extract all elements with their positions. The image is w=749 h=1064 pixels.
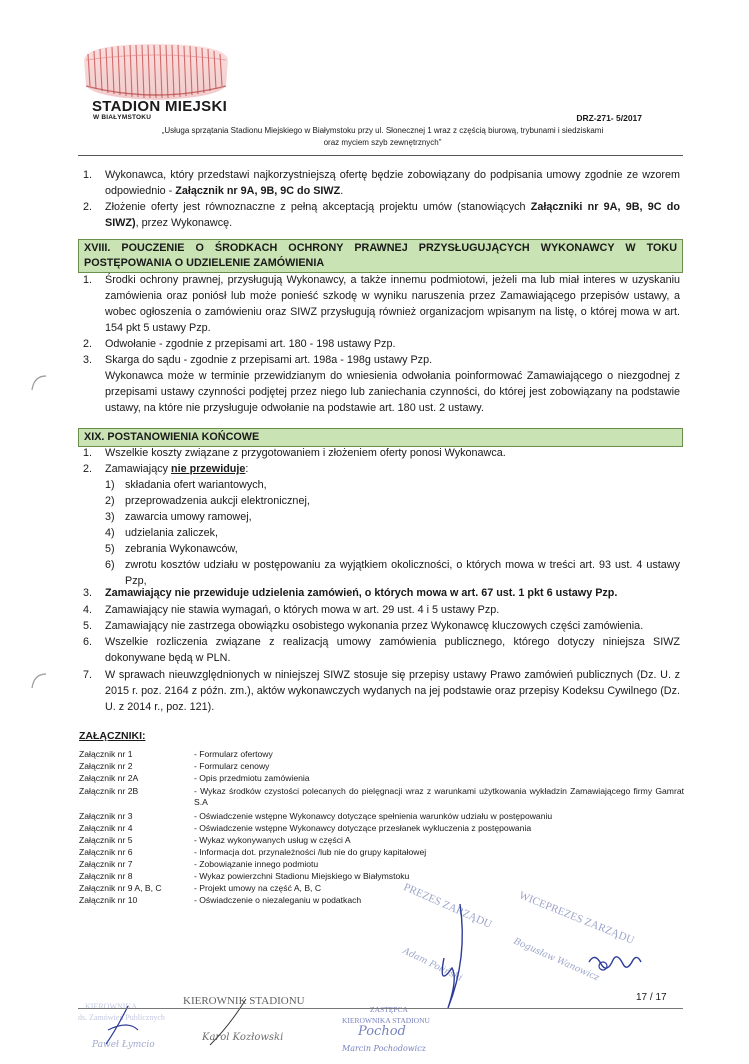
section19-subitem: zwrotu kosztów udziału w postępowaniu za wyjątkiem okoliczności, o których mowa w treści art. 93 ust. 4 ustawy Pzp,: [125, 559, 680, 587]
list-number: 1.: [83, 447, 93, 459]
attachment-desc: - Opis przedmiotu zamówienia: [194, 773, 310, 783]
sublist-number: 1): [105, 479, 115, 491]
list-number: 2.: [83, 463, 93, 475]
intro-item-bold: Załączniki nr 9A, 9B, 9C do SIWZ): [105, 201, 680, 229]
page-number: 17 / 17: [636, 992, 667, 1003]
signature-prezes: [418, 898, 488, 1018]
stamp-left-title: KIEROWNIKA: [85, 1002, 137, 1011]
list-number: 1.: [83, 169, 93, 181]
document-reference: DRZ-271- 5/2017: [576, 113, 642, 123]
section19-subitem: przeprowadzenia aukcji elektronicznej,: [125, 495, 310, 507]
list-number: 7.: [83, 669, 93, 681]
sublist-number: 6): [105, 559, 115, 571]
subject-line-1: „Usługa sprzątania Stadionu Miejskiego w Białymstoku przy ul. Słonecznej 1 wraz z częścią biurową, trybunami i siedziskami: [161, 126, 604, 135]
attachment-label: Załącznik nr 3: [79, 811, 133, 821]
sublist-number: 2): [105, 495, 115, 507]
attachment-label: Załącznik nr 5: [79, 835, 133, 845]
section19-item-2: [105, 461, 680, 477]
section19-item-1: Wszelkie koszty związane z przygotowaniem i złożeniem oferty ponosi Wykonawca.: [105, 447, 506, 459]
list-number: 4.: [83, 604, 93, 616]
stamp-wiceprezes-name: Bogusław Wanowicz: [511, 936, 601, 984]
attachment-label: Załącznik nr 10: [79, 895, 138, 905]
list-number: 2.: [83, 201, 93, 213]
sublist-number: 5): [105, 543, 115, 555]
logo-city: W BIAŁYMSTOKU: [93, 114, 152, 121]
attachment-label: Załącznik nr 2B: [79, 786, 139, 796]
intro-item-text: Złożenie oferty jest równoznaczne z pełną akceptacją projektu umów (stanowiących: [105, 201, 531, 213]
signature-center: [200, 995, 260, 1050]
sublist-number: 4): [105, 527, 115, 539]
stamp-center-name: Karol Kozłowski: [202, 1032, 284, 1043]
attachment-desc: - Oświadczenie wstępne Wykonawcy dotyczące spełnienia warunków udziału w postępowaniu: [194, 811, 553, 821]
attachments-title: ZAŁĄCZNIKI:: [79, 730, 146, 742]
item-text: Zamawiający: [105, 463, 171, 475]
intro-item-2: [105, 199, 680, 231]
footer-divider: [78, 1008, 683, 1009]
section-heading-xviii: XVIII. POUCZENIE O ŚRODKACH OCHRONY PRAWNEJ PRZYSŁUGUJĄCYCH WYKONAWCY W TOKU POSTĘPOWANIA O UDZIELENIE ZAMÓWIENIA: [78, 239, 683, 273]
logo-name: STADION MIEJSKI: [92, 98, 228, 115]
attachment-desc: - Wykaz powierzchni Stadionu Miejskiego w Białymstoku: [194, 871, 410, 881]
intro-item-after: .: [340, 185, 344, 197]
attachment-desc: - Projekt umowy na część A, B, C: [194, 883, 322, 893]
document-subject: [90, 125, 675, 149]
section18-item-2: Odwołanie - zgodnie z przepisami art. 180 - 198 ustawy Pzp.: [105, 338, 396, 350]
list-number: 3.: [83, 587, 93, 599]
item-text: :: [245, 463, 249, 475]
list-number: 6.: [83, 636, 93, 648]
intro-item-after: , przez Wykonawcę.: [135, 217, 233, 229]
section19-subitem: udzielania zaliczek,: [125, 527, 219, 539]
section18-note: Wykonawca może w terminie przewidzianym do wniesienia odwołania poinformować Zamawiającego o niezgodnej z przepisami ustawy czynności podjętej przez niego lub zaniechania czynności, do której jest zobowiązany na podstawie ustawy, na które nie przysługuje odwołanie na podstawie art. 180 ust. 2 ustawy.: [105, 370, 680, 414]
intro-item-bold: Załącznik nr 9A, 9B, 9C do SIWZ: [175, 185, 341, 197]
attachment-label: Załącznik nr 8: [79, 871, 133, 881]
attachment-desc: - Wykaz wykonywanych usług w części A: [194, 835, 351, 845]
attachment-desc: - Wykaz środków czystości polecanych do pielęgnacji wraz z warunkami użytkowania wykładzin Zamawiającego firmy Gamrat S.A: [194, 786, 684, 807]
attachment-desc: - Informacja dot. przynależności /lub nie do grupy kapitałowej: [194, 847, 427, 857]
section19-item-4: Zamawiający nie stawia wymagań, o których mowa w art. 29 ust. 4 i 5 ustawy Pzp.: [105, 604, 500, 616]
section19-item-7: W sprawach nieuwzględnionych w niniejszej SIWZ stosuje się przepisy ustawy Prawo zamówień publicznych (Dz. U. z 2015 r. poz. 2164 z późn. zm.), aktów wykonawczych wydanych na jej podstawie oraz przepisy Kodeksu Cywilnego (Dz. U. z 2014 r., poz. 121).: [105, 669, 680, 713]
section19-subitem: zawarcia umowy ramowej,: [125, 511, 252, 523]
attachment-desc: - Formularz ofertowy: [194, 749, 273, 759]
item-emphasis: nie przewiduje: [171, 463, 246, 475]
list-number: 2.: [83, 338, 93, 350]
stamp-left-name: Paweł Łymcio: [92, 1040, 155, 1050]
section-heading-xix: XIX. POSTANOWIENIA KOŃCOWE: [78, 428, 683, 447]
attachment-label: Załącznik nr 2A: [79, 773, 139, 783]
stamp-left-subtitle: ds. Zamówień Publicznych: [78, 1013, 165, 1022]
section18-item-3: Skarga do sądu - zgodnie z przepisami art. 198a - 198g ustawy Pzp.: [105, 354, 433, 366]
intro-item-1: [105, 167, 680, 199]
attachment-desc: - Formularz cenowy: [194, 761, 270, 771]
punch-hole-mark: [28, 670, 50, 692]
header-divider: [78, 155, 683, 156]
section18-item-1: Środki ochrony prawnej, przysługują Wykonawcy, a także innemu podmiotowi, jeżeli ma lub miał interes w uzyskaniu zamówienia oraz poniósł lub może ponieść szkodę w wyniku naruszenia przez Zamawiającego przepisów ustawy, a wobec ogłoszenia o zamówieniu oraz SIWZ przysługują również organizacjom wpisanym na listę, o której mowa w art. 154 pkt 5 ustawy Pzp.: [105, 274, 680, 334]
section19-subitem: zebrania Wykonawców,: [125, 543, 238, 555]
subject-line-2: oraz myciem szyb zewnętrznych”: [323, 138, 442, 147]
list-number: 1.: [83, 274, 93, 286]
stamp-wiceprezes-title: WICEPREZES ZARZĄDU: [517, 889, 636, 947]
section19-item-6: Wszelkie rozliczenia związane z realizacją umowy zamówienia publicznego, którego dotyczy niniejsza SIWZ dokonywane będą w PLN.: [105, 636, 680, 664]
attachment-label: Załącznik nr 6: [79, 847, 133, 857]
sublist-number: 3): [105, 511, 115, 523]
list-number: 3.: [83, 354, 93, 366]
stamp-prezes-name: Adam Poliński: [401, 946, 464, 984]
attachment-label: Załącznik nr 7: [79, 859, 133, 869]
section19-subitem: składania ofert wariantowych,: [125, 479, 267, 491]
attachment-label: Załącznik nr 2: [79, 761, 133, 771]
attachment-label: Załącznik nr 1: [79, 749, 133, 759]
stamp-right-name: Marcin Pochodowicz: [342, 1044, 426, 1053]
section19-item-3: Zamawiający nie przewiduje udzielenia zamówień, o których mowa w art. 67 ust. 1 pkt 6 ustawy Pzp.: [105, 587, 618, 599]
attachment-label: Załącznik nr 4: [79, 823, 133, 833]
signature-wiceprezes: [585, 948, 645, 978]
stamp-right-subtitle: KIEROWNIKA STADIONU: [342, 1016, 430, 1025]
stamp-right-title: ZASTĘPCA: [370, 1005, 408, 1014]
attachment-desc: - Oświadczenie wstępne Wykonawcy dotyczące przesłanek wykluczenia z postępowania: [194, 823, 532, 833]
attachment-desc: - Oświadczenie o niezaleganiu w podatkach: [194, 895, 362, 905]
stamp-center-title: KIEROWNIK STADIONU: [183, 995, 305, 1007]
attachment-desc: - Zobowiązanie innego podmiotu: [194, 859, 319, 869]
section19-item-5: Zamawiający nie zastrzega obowiązku osobistego wykonania przez Wykonawcę kluczowych części zamówienia.: [105, 620, 644, 632]
signature-right: Pochod: [358, 1024, 406, 1039]
punch-hole-mark: [28, 372, 50, 394]
attachment-label: Załącznik nr 9 A, B, C: [79, 883, 162, 893]
stamp-prezes-title: PREZES ZARZĄDU: [401, 881, 494, 931]
list-number: 5.: [83, 620, 93, 632]
intro-item-text: Wykonawca, który przedstawi najkorzystniejszą ofertę będzie zobowiązany do podpisania umowy zgodnie ze wzorem odpowiednio -: [105, 169, 680, 197]
